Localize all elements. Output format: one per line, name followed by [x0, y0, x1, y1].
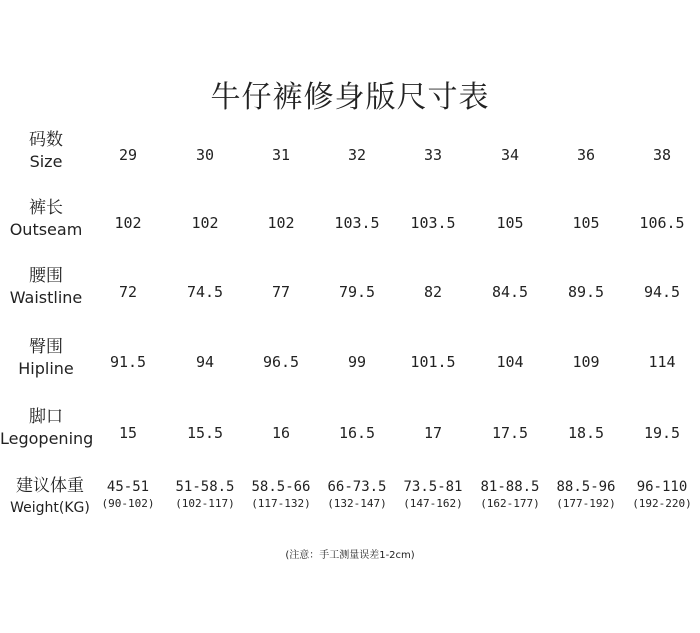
table-cell: 34 — [500, 146, 520, 164]
weight-range-jin: (177-192) — [556, 497, 616, 510]
table-cell: 82 — [423, 283, 443, 301]
weight-cell — [548, 478, 624, 512]
weight-cell — [90, 478, 166, 512]
weight-range-jin: (102-117) — [175, 497, 235, 510]
table-cell: 96.5 — [262, 353, 300, 371]
table-cell: 32 — [347, 146, 367, 164]
table-cell: 15 — [118, 424, 138, 442]
weight-cell — [319, 478, 395, 512]
table-cell: 19.5 — [643, 424, 681, 442]
row-label — [0, 406, 92, 450]
table-cell: 99 — [347, 353, 367, 371]
row-label-cn: 建议体重 — [16, 476, 84, 496]
table-cell: 29 — [118, 146, 138, 164]
table-cell: 72 — [118, 283, 138, 301]
table-cell: 15.5 — [186, 424, 224, 442]
weight-range-kg: 96-110 — [636, 479, 688, 495]
weight-range-kg: 88.5-96 — [556, 479, 616, 495]
measurement-note: (注意：手工测量误差1-2cm) — [285, 550, 415, 561]
table-cell: 36 — [576, 146, 596, 164]
weight-range-kg: 81-88.5 — [480, 479, 540, 495]
row-label-cn: 脚口 — [29, 407, 63, 427]
table-cell: 18.5 — [567, 424, 605, 442]
table-cell: 74.5 — [186, 283, 224, 301]
table-cell: 33 — [423, 146, 443, 164]
table-cell: 106.5 — [639, 214, 685, 232]
table-cell: 16 — [271, 424, 291, 442]
weight-cell — [243, 478, 319, 512]
table-cell: 102 — [191, 214, 219, 232]
table-cell: 102 — [114, 214, 142, 232]
table-cell: 94 — [195, 353, 215, 371]
row-label — [0, 336, 92, 380]
weight-cell — [395, 478, 471, 512]
table-cell: 30 — [195, 146, 215, 164]
weight-range-jin: (147-162) — [403, 497, 463, 510]
table-cell: 16.5 — [338, 424, 376, 442]
row-label — [0, 197, 92, 241]
table-cell: 102 — [267, 214, 295, 232]
weight-range-kg: 51-58.5 — [175, 479, 235, 495]
table-cell: 103.5 — [410, 214, 456, 232]
weight-range-jin: (162-177) — [480, 497, 540, 510]
row-label-en: Hipline — [18, 359, 74, 378]
table-cell: 105 — [572, 214, 600, 232]
table-cell: 114 — [648, 353, 676, 371]
chart-title: 牛仔裤修身版尺寸表 — [210, 80, 490, 115]
table-cell: 109 — [572, 353, 600, 371]
table-cell: 79.5 — [338, 283, 376, 301]
table-cell: 38 — [652, 146, 672, 164]
table-cell: 89.5 — [567, 283, 605, 301]
table-cell: 84.5 — [491, 283, 529, 301]
weight-range-kg: 73.5-81 — [403, 479, 463, 495]
weight-range-jin: (90-102) — [101, 497, 155, 510]
row-label-en: Size — [29, 152, 63, 171]
weight-range-jin: (132-147) — [327, 497, 387, 510]
table-cell: 17 — [423, 424, 443, 442]
weight-cell — [472, 478, 548, 512]
row-label-cn: 腰围 — [29, 266, 63, 286]
weight-range-kg: 66-73.5 — [327, 479, 387, 495]
row-label — [0, 129, 92, 173]
table-cell: 101.5 — [410, 353, 456, 371]
row-label-en: Weight(KG) — [10, 500, 90, 516]
table-cell: 91.5 — [109, 353, 147, 371]
weight-cell — [624, 478, 700, 512]
row-label-cn: 码数 — [29, 130, 63, 150]
table-cell: 103.5 — [334, 214, 380, 232]
row-label-en: Waistline — [9, 288, 83, 307]
table-cell: 77 — [271, 283, 291, 301]
table-cell: 31 — [271, 146, 291, 164]
row-label-en: Outseam — [9, 220, 83, 239]
row-label-cn: 臀围 — [29, 337, 63, 357]
weight-range-jin: (192-220) — [632, 497, 692, 510]
table-cell: 94.5 — [643, 283, 681, 301]
row-label-en: Legopening — [0, 429, 94, 448]
weight-cell — [167, 478, 243, 512]
weight-range-kg: 58.5-66 — [251, 479, 311, 495]
row-label-cn: 裤长 — [29, 198, 63, 218]
weight-range-jin: (117-132) — [251, 497, 311, 510]
table-cell: 104 — [496, 353, 524, 371]
row-label — [0, 475, 100, 519]
table-cell: 105 — [496, 214, 524, 232]
table-cell: 17.5 — [491, 424, 529, 442]
weight-range-kg: 45-51 — [106, 479, 150, 495]
row-label — [0, 265, 92, 309]
